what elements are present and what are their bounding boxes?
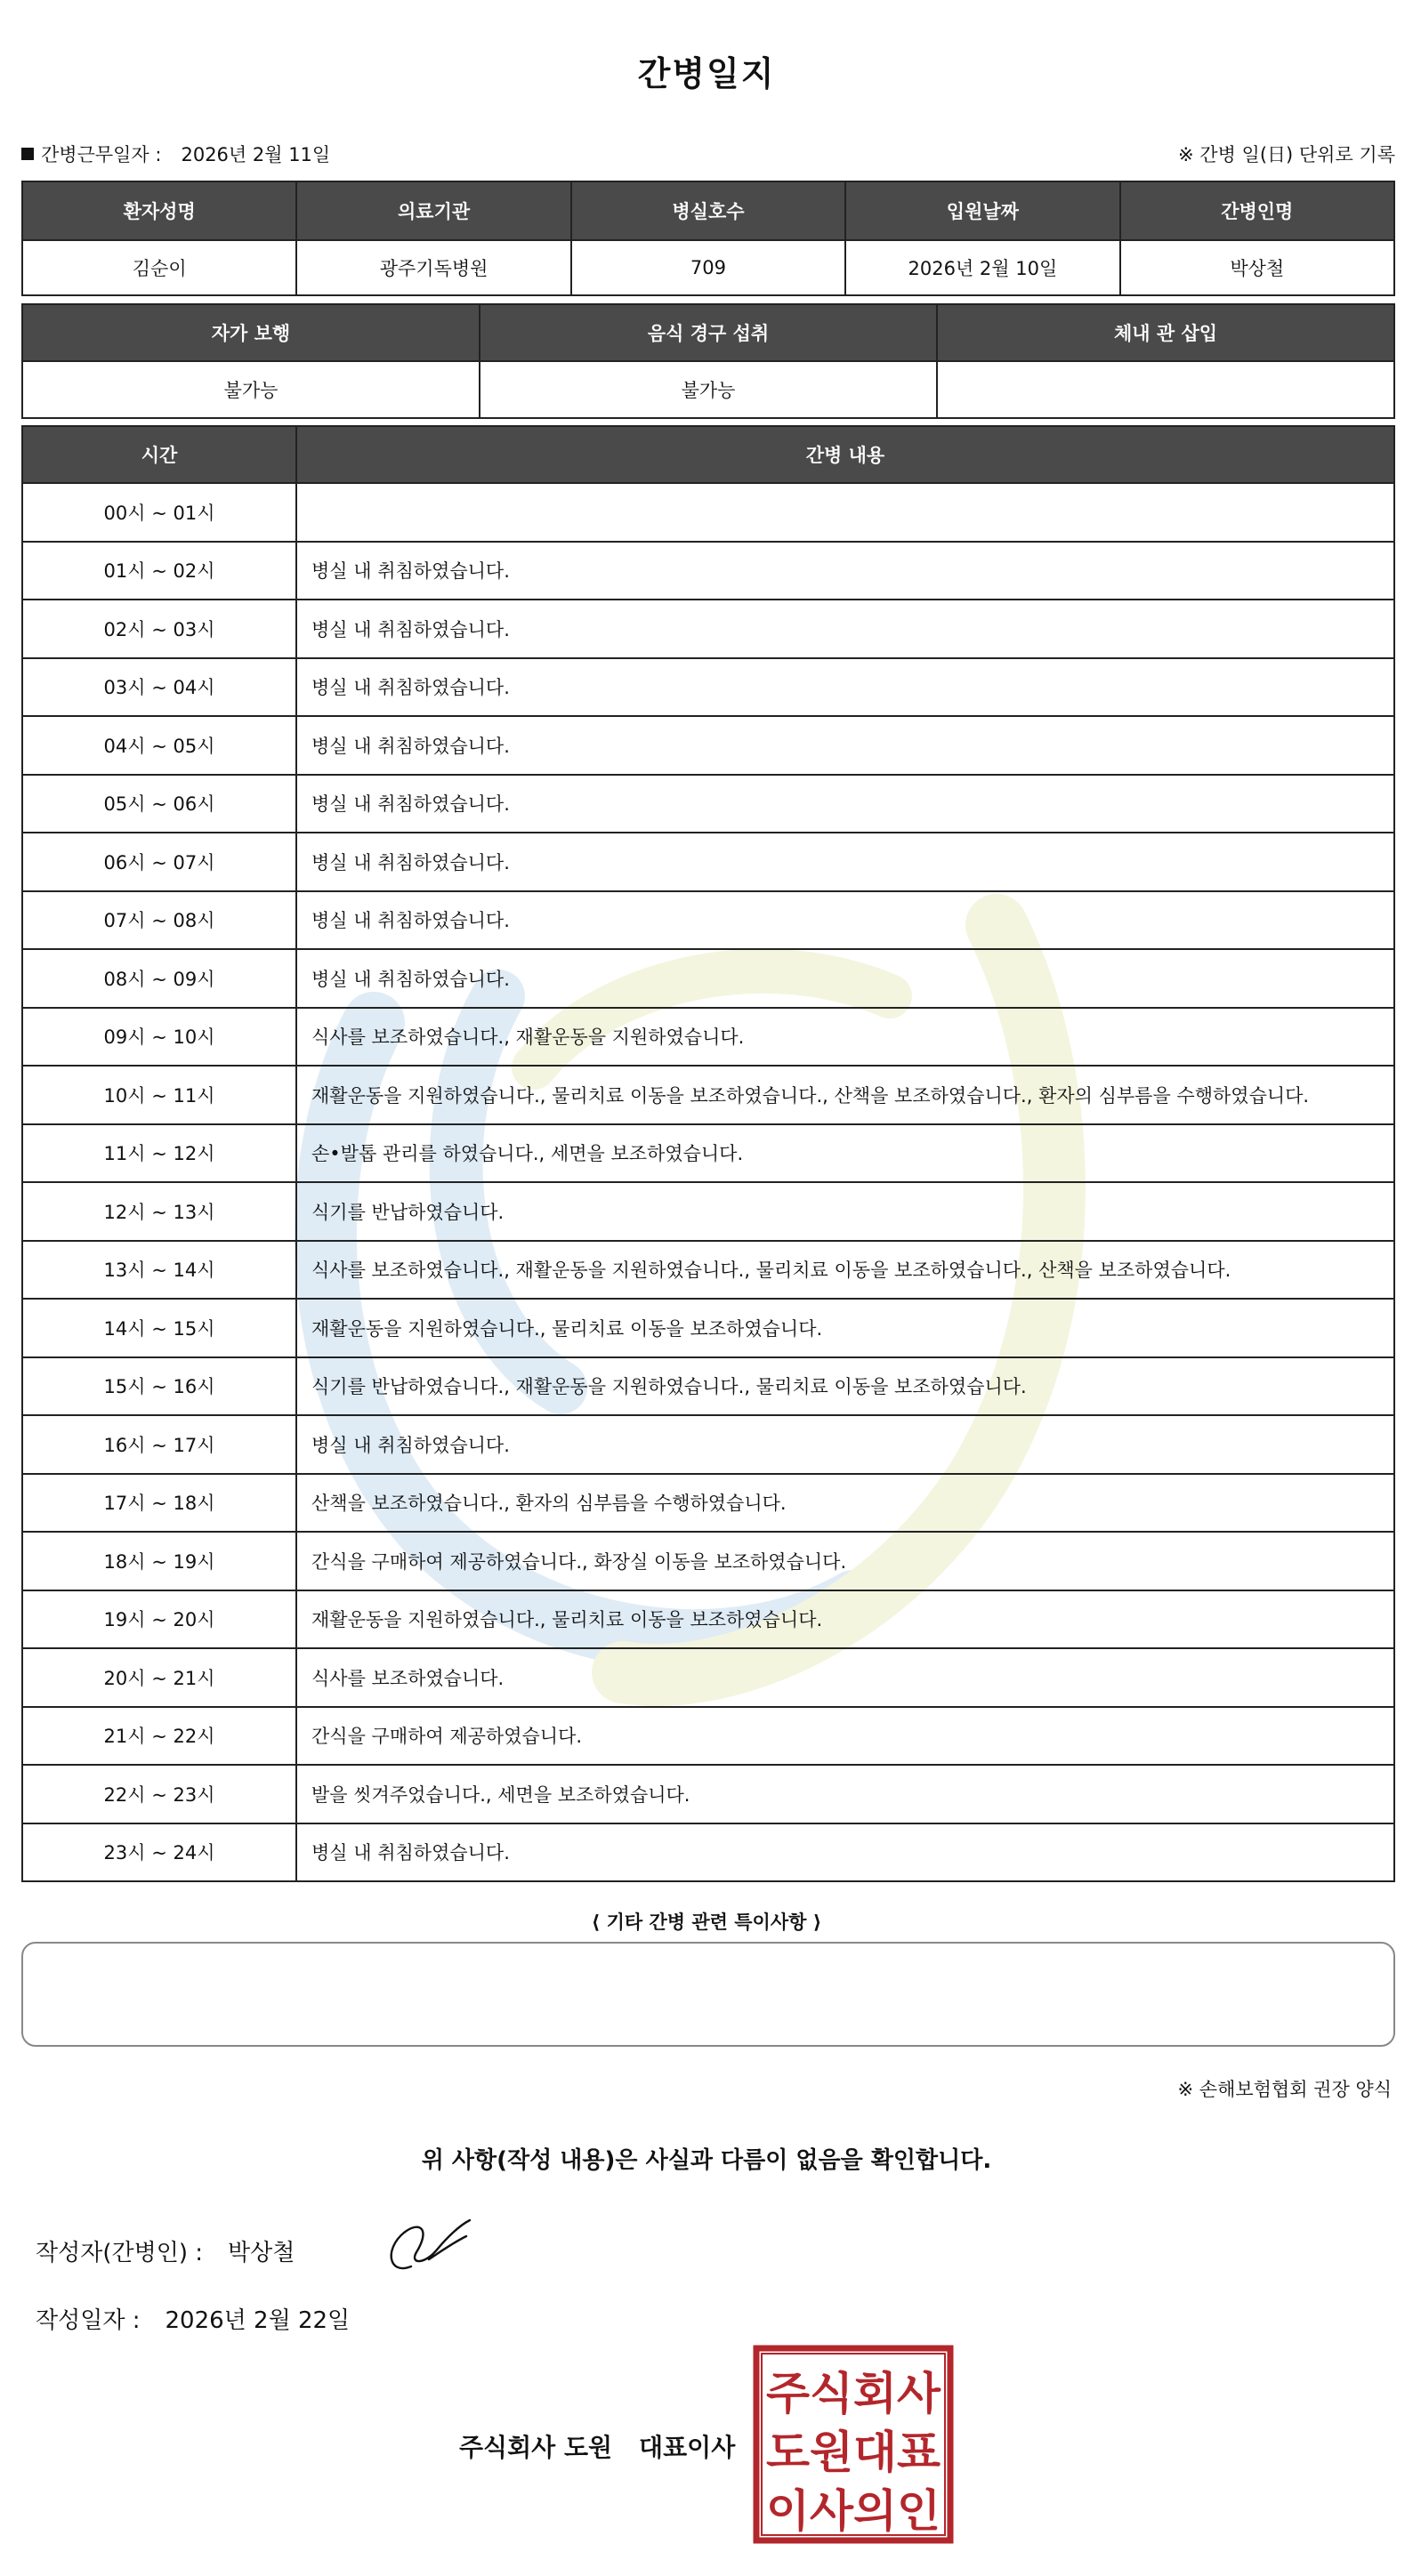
log-content: 병실 내 취침하였습니다. [296,1823,1394,1882]
table-row [22,1299,1394,1357]
log-content: 식사를 보조하였습니다. [296,1648,1394,1707]
log-content: 손•발톱 관리를 하였습니다., 세면을 보조하였습니다. [296,1124,1394,1183]
log-content: 병실 내 취침하였습니다. [296,891,1394,950]
work-date-row [21,141,1395,167]
svg-text:도원대표: 도원대표 [766,2427,941,2478]
write-date-row [36,2302,350,2335]
header-self-walking: 자가 보행 [22,304,480,361]
log-time: 10시 ~ 11시 [22,1066,296,1124]
room-number: 709 [571,240,845,295]
header-oral-intake: 음식 경구 섭취 [480,304,937,361]
recommend-note: ※ 손해보험협회 권장 양식 [1177,2079,1392,2100]
header-care-content: 간병 내용 [296,426,1394,483]
patient-name: 김순이 [22,240,296,295]
log-content: 식기를 반납하였습니다., 재활운동을 지원하였습니다., 물리치료 이동을 보조하였습니다. [296,1357,1394,1416]
table-row [22,1182,1394,1241]
header-time: 시간 [22,426,296,483]
table-row [22,1648,1394,1707]
log-time: 05시 ~ 06시 [22,775,296,833]
log-time: 12시 ~ 13시 [22,1182,296,1241]
work-date-label: 간병근무일자 : [41,144,162,165]
log-time: 15시 ~ 16시 [22,1357,296,1416]
header-caregiver-name: 간병인명 [1120,181,1394,240]
log-time: 01시 ~ 02시 [22,542,296,600]
square-bullet-icon [21,148,34,160]
log-content: 병실 내 취침하였습니다. [296,775,1394,833]
table-row [22,1241,1394,1300]
log-content: 간식을 구매하여 제공하였습니다., 화장실 이동을 보조하였습니다. [296,1532,1394,1590]
svg-text:이사의인: 이사의인 [766,2485,941,2537]
log-time: 03시 ~ 04시 [22,658,296,717]
header-admission-date: 입원날짜 [845,181,1119,240]
table-row [22,833,1394,891]
log-time: 07시 ~ 08시 [22,891,296,950]
log-content: 식기를 반납하였습니다. [296,1182,1394,1241]
work-date [21,141,330,167]
log-time: 22시 ~ 23시 [22,1765,296,1823]
log-content: 병실 내 취침하였습니다. [296,658,1394,717]
table-row [22,542,1394,600]
write-date-label: 작성일자 : [36,2307,141,2334]
log-content: 병실 내 취침하였습니다. [296,833,1394,891]
writer-row [36,2234,295,2267]
header-tube-insertion: 체내 관 삽입 [937,304,1394,361]
log-time: 18시 ~ 19시 [22,1532,296,1590]
log-time: 00시 ~ 01시 [22,483,296,542]
company-name: 주식회사 도원 [459,2433,613,2462]
log-time: 11시 ~ 12시 [22,1124,296,1183]
table-header-row [22,426,1394,483]
table-row [22,1066,1394,1124]
table-row [22,600,1394,658]
log-content: 병실 내 취침하였습니다. [296,600,1394,658]
log-content: 산책을 보조하였습니다., 환자의 심부름을 수행하였습니다. [296,1474,1394,1533]
writer-label: 작성자(간병인) : [36,2240,204,2266]
log-time: 06시 ~ 07시 [22,833,296,891]
log-content: 병실 내 취침하였습니다. [296,1415,1394,1474]
log-time: 08시 ~ 09시 [22,949,296,1008]
log-time: 17시 ~ 18시 [22,1474,296,1533]
patient-status-table [21,303,1395,419]
log-content: 간식을 구매하여 제공하였습니다. [296,1707,1394,1766]
table-row [22,240,1394,295]
table-row [22,716,1394,775]
writer-name: 박상철 [228,2240,295,2266]
log-content: 식사를 보조하였습니다., 재활운동을 지원하였습니다. [296,1008,1394,1067]
table-row [22,1124,1394,1183]
log-time: 14시 ~ 15시 [22,1299,296,1357]
table-row [22,1823,1394,1882]
log-content: 병실 내 취침하였습니다. [296,716,1394,775]
company-seal-stamp [753,2345,954,2544]
log-content [296,483,1394,542]
page-title: 간병일지 [637,54,776,93]
signature-image [384,2213,473,2279]
table-row [22,1765,1394,1823]
patient-info-table [21,181,1395,296]
notes-box [21,1942,1395,2047]
write-date: 2026년 2월 22일 [165,2307,351,2334]
table-row [22,1008,1394,1067]
care-log-table [21,425,1395,1882]
log-time: 21시 ~ 22시 [22,1707,296,1766]
log-content: 재활운동을 지원하였습니다., 물리치료 이동을 보조하였습니다. [296,1299,1394,1357]
log-time: 16시 ~ 17시 [22,1415,296,1474]
table-row [22,891,1394,950]
header-patient-name: 환자성명 [22,181,296,240]
unit-note: ※ 간병 일(日) 단위로 기록 [1178,144,1395,165]
tube-insertion [937,361,1394,418]
header-room-number: 병실호수 [571,181,845,240]
log-time: 09시 ~ 10시 [22,1008,296,1067]
table-row [22,1532,1394,1590]
log-content: 발을 씻겨주었습니다., 세면을 보조하였습니다. [296,1765,1394,1823]
admission-date: 2026년 2월 10일 [845,240,1119,295]
table-row [22,1707,1394,1766]
caregiver-name: 박상철 [1120,240,1394,295]
confirm-statement: 위 사항(작성 내용)은 사실과 다름이 없음을 확인합니다. [421,2147,992,2174]
svg-text:주식회사: 주식회사 [766,2368,941,2419]
notes-title: ⟨ 기타 간병 관련 특이사항 ⟩ [591,1912,822,1933]
table-row [22,775,1394,833]
log-content: 병실 내 취침하였습니다. [296,949,1394,1008]
header-hospital: 의료기관 [296,181,570,240]
table-row [22,483,1394,542]
log-time: 20시 ~ 21시 [22,1648,296,1707]
log-content: 재활운동을 지원하였습니다., 물리치료 이동을 보조하였습니다., 산책을 보조하였습니다., 환자의 심부름을 수행하였습니다. [296,1066,1394,1124]
log-time: 19시 ~ 20시 [22,1590,296,1649]
table-row [22,949,1394,1008]
log-content: 재활운동을 지원하였습니다., 물리치료 이동을 보조하였습니다. [296,1590,1394,1649]
table-header-row [22,181,1394,240]
log-time: 13시 ~ 14시 [22,1241,296,1300]
log-time: 02시 ~ 03시 [22,600,296,658]
table-header-row [22,304,1394,361]
ceo-title: 대표이사 [639,2433,736,2462]
table-row [22,658,1394,717]
oral-intake: 불가능 [480,361,937,418]
care-log-body [22,483,1394,1881]
table-row [22,1474,1394,1533]
log-content: 병실 내 취침하였습니다. [296,542,1394,600]
hospital: 광주기독병원 [296,240,570,295]
log-time: 23시 ~ 24시 [22,1823,296,1882]
company-signoff [459,2428,735,2464]
table-row [22,1590,1394,1649]
log-content: 식사를 보조하였습니다., 재활운동을 지원하였습니다., 물리치료 이동을 보조하였습니다., 산책을 보조하였습니다. [296,1241,1394,1300]
table-row [22,1357,1394,1416]
log-time: 04시 ~ 05시 [22,716,296,775]
self-walking: 불가능 [22,361,480,418]
table-row [22,1415,1394,1474]
work-date-value: 2026년 2월 11일 [181,144,331,165]
table-row [22,361,1394,418]
